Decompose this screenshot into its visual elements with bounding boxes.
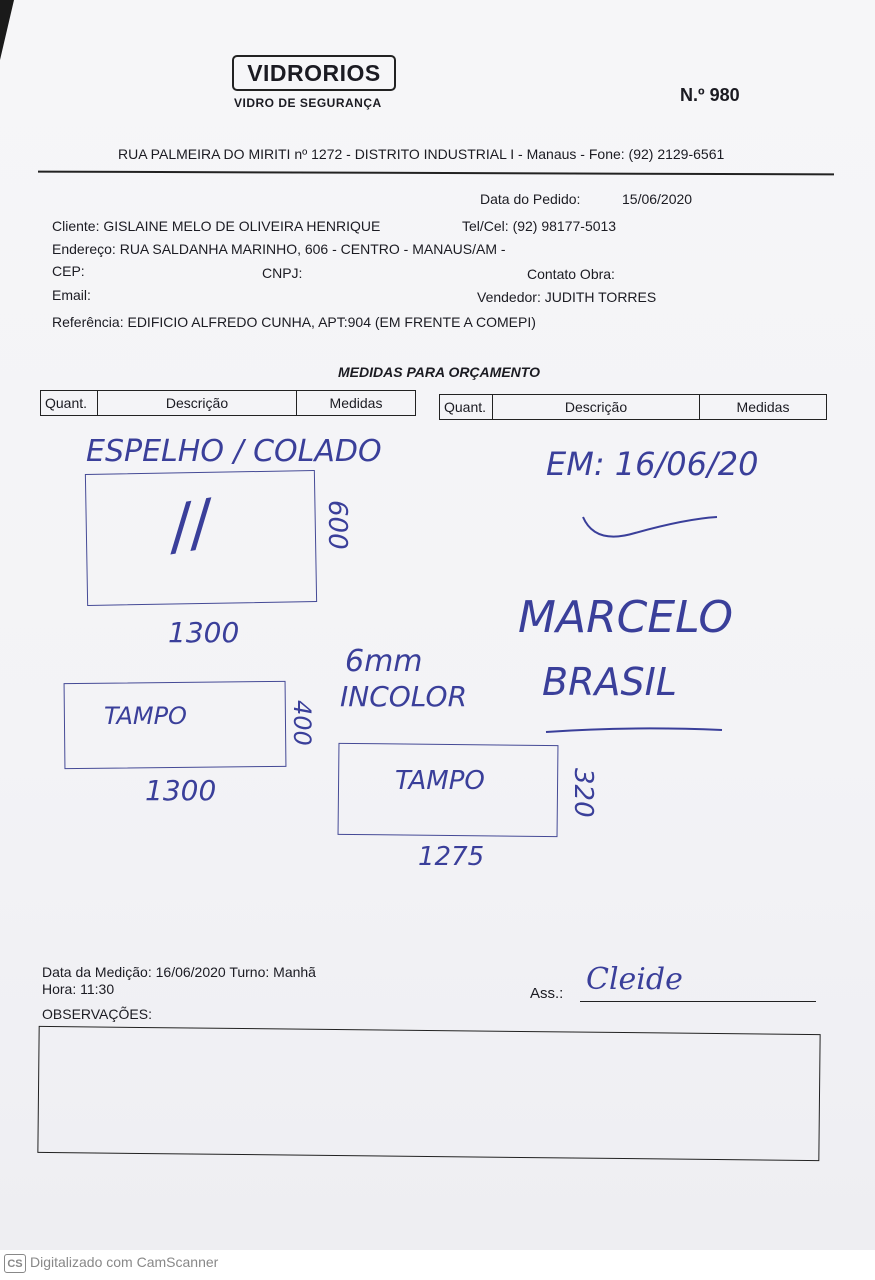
hw-glass-color: INCOLOR	[340, 680, 468, 713]
client-field: Cliente: GISLAINE MELO DE OLIVEIRA HENRIQUE	[52, 218, 381, 234]
cep-field: CEP:	[52, 263, 85, 279]
hw-signature: Cleide	[586, 962, 683, 997]
observations-box	[37, 1026, 820, 1161]
site-contact-field: Contato Obra:	[527, 266, 615, 282]
hw-item1-mark: //	[164, 487, 217, 563]
hw-glass-spec: 6mm	[345, 644, 423, 679]
hw-item1-title: ESPELHO / COLADO	[86, 434, 382, 469]
hw-item3-width: 1275	[418, 842, 485, 872]
hw-name-line1: MARCELO	[518, 592, 733, 643]
photo-corner-shadow	[0, 0, 14, 60]
logo-subtitle: VIDRO DE SEGURANÇA	[234, 96, 382, 110]
col-quantity: Quant.	[440, 395, 493, 420]
hw-check-stroke	[575, 505, 755, 545]
signature-line	[580, 1001, 816, 1002]
camscanner-icon: CS	[4, 1254, 26, 1273]
observations-label: OBSERVAÇÕES:	[42, 1006, 152, 1022]
hw-item1-height-wrap	[322, 500, 402, 550]
hw-item3-label: TAMPO	[395, 766, 485, 796]
company-address: RUA PALMEIRA DO MIRITI nº 1272 - DISTRITO INDUSTRIAL I - Manaus - Fone: (92) 2129-6561	[118, 146, 725, 162]
hw-item2-width: 1300	[145, 774, 217, 807]
signature-label: Ass.:	[530, 985, 564, 1002]
camscanner-text: Digitalizado com CamScanner	[30, 1254, 219, 1270]
hw-underline	[540, 720, 730, 740]
order-number: N.º 980	[680, 85, 740, 105]
company-logo: VIDRORIOS	[232, 55, 396, 91]
hw-em-date: EM: 16/06/20	[546, 445, 759, 483]
measurement-time: Hora: 11:30	[42, 981, 115, 997]
seller-field: Vendedor: JUDITH TORRES	[477, 289, 657, 305]
order-date-value: 15/06/2020	[622, 191, 693, 207]
measurement-date: Data da Medição: 16/06/2020 Turno: Manhã	[42, 964, 316, 980]
hw-item2-label: TAMPO	[104, 702, 187, 730]
col-description: Descrição	[493, 395, 700, 420]
address-field: Endereço: RUA SALDANHA MARINHO, 606 - CENTRO - MANAUS/AM -	[52, 241, 506, 257]
hw-item1-height: 600	[322, 500, 352, 550]
col-measures: Medidas	[700, 395, 827, 420]
hw-item2-height-wrap	[288, 700, 362, 746]
hw-item3-height-wrap	[568, 768, 648, 818]
hw-item2-height: 400	[288, 700, 316, 746]
col-quantity: Quant.	[41, 391, 98, 416]
hw-item1-width: 1300	[168, 616, 240, 649]
measures-title: MEDIDAS PARA ORÇAMENTO	[338, 364, 540, 380]
order-date-label: Data do Pedido:	[480, 191, 581, 207]
email-field: Email:	[52, 287, 91, 303]
col-description: Descrição	[98, 391, 297, 416]
hw-item3-height: 320	[568, 768, 598, 818]
measures-table-right	[439, 394, 827, 420]
measures-table-left	[40, 390, 416, 416]
hw-name-line2: BRASIL	[542, 660, 677, 704]
cnpj-field: CNPJ:	[262, 265, 303, 281]
reference-field: Referência: EDIFICIO ALFREDO CUNHA, APT:904 (EM FRENTE A COMEPI)	[52, 314, 536, 330]
phone-field: Tel/Cel: (92) 98177-5013	[462, 218, 617, 234]
col-measures: Medidas	[297, 391, 416, 416]
